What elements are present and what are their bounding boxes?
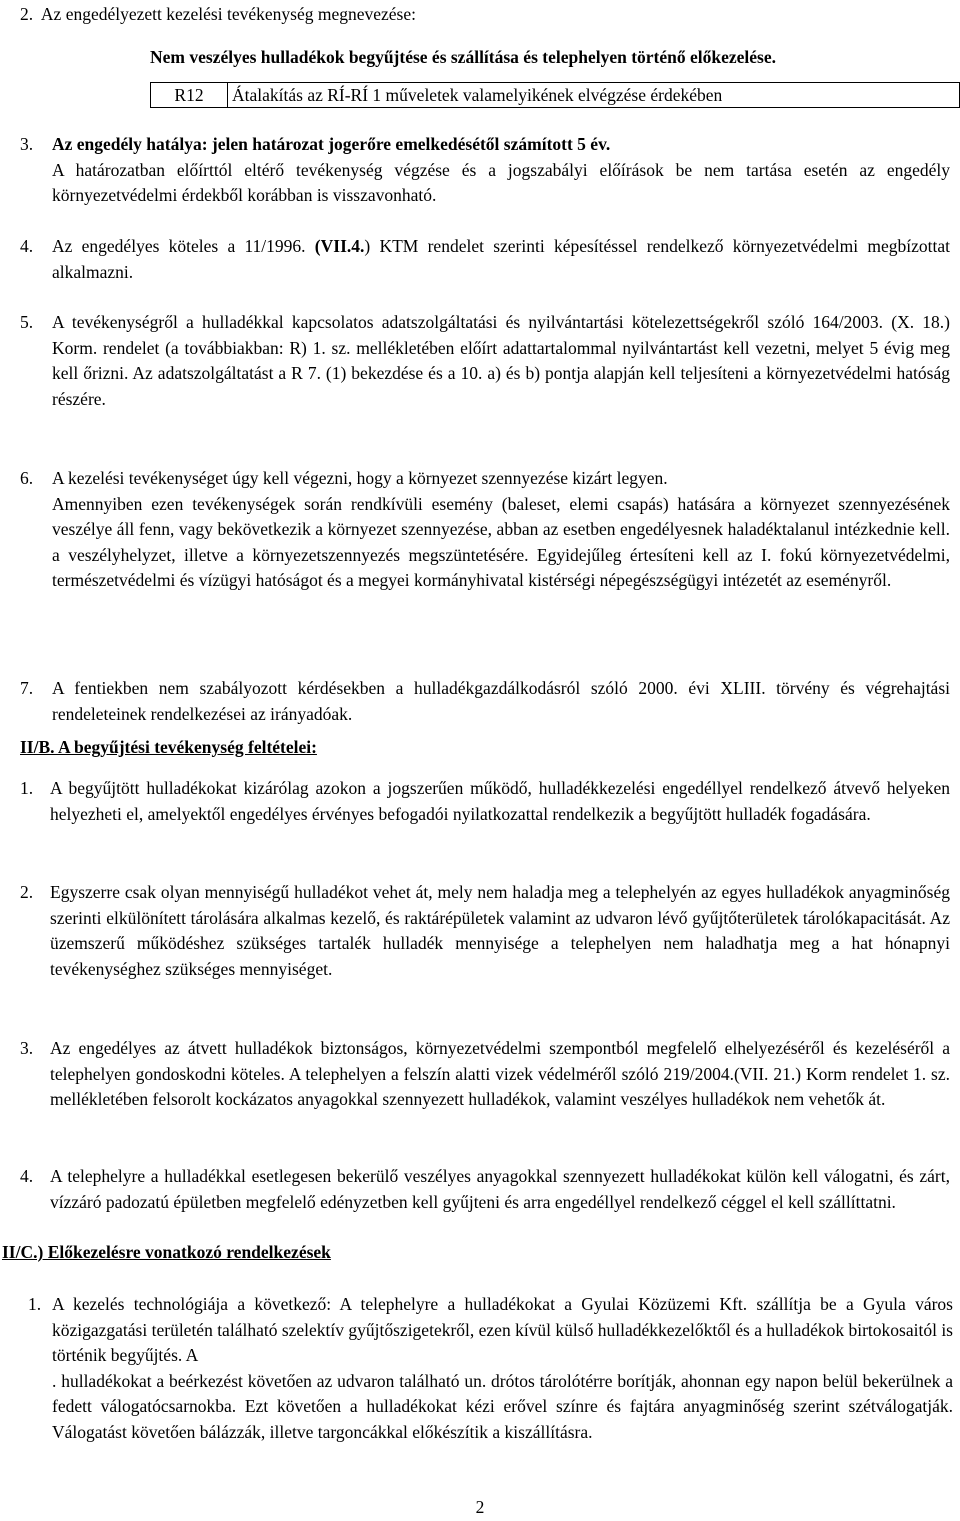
item-6-first-line: A kezelési tevékenységet úgy kell végezni, hogy a környezet szennyezése kizárt legyen.: [52, 468, 668, 488]
operation-description: Átalakítás az RÍ-RÍ 1 műveletek valamelyikének elvégzése érdekében: [228, 83, 960, 108]
section-b-item-2: [20, 880, 950, 982]
item-3-number: 3.: [20, 134, 34, 154]
section-b-item-1-number: 1.: [20, 778, 34, 798]
section-c-item-1-text-2: . hulladékokat a beérkezést követően az udvaron található un. drótos tárolótérre borítják, ahonnan egy napon belül bekerülnek a fedett válogatócsarnokba. Ezt követően a hulladékokat kézi erővel színre és fajtára anyagminőség szerint szétválogatják. Válogatást követően bálázzák, illetve targoncákkal előkészítik a kiszállításra.: [52, 1370, 953, 1442]
item-4-number: 4.: [20, 236, 34, 256]
operation-code: R12: [151, 83, 228, 108]
item-5-number: 5.: [20, 312, 34, 332]
section-c-title: II/C.) Előkezelésre vonatkozó rendelkezések: [2, 1242, 331, 1262]
section-c-item-1-number: 1.: [28, 1294, 42, 1314]
section-b-item-3-text: Az engedélyes az átvett hulladékok biztonságos, környezetvédelmi szempontból megfelelő elhelyezéséről és kezeléséről a telephelyen gondoskodni köteles. A telephelyen a felszín alatti vizek védelméről szóló 219/2004.(VII. 21.) Korm rendelet 1. sz. mellékletében felsorolt kockázatos anyagokkal szennyezett hulladékok, valamint veszélyes hulladékok nem vehetők át.: [50, 1038, 950, 1109]
section-b-item-2-text: Egyszerre csak olyan mennyiségű hulladékot vehet át, mely nem haladja meg a telephelyén az egyes hulladékok anyagminőség szerinti elkülönített tárolására alkalmas kezelő, és raktárépületek valamint az udvaron lévő gyűjtőterületek tárolókapacitását. Az üzemszerű működéshez szükséges tartalék hulladék mennyisége a telephelyen nem haladhatja meg a hat hónapnyi tevékenységhez szükséges mennyiséget.: [50, 882, 950, 979]
operation-code-table: [150, 82, 960, 108]
section-b-item-4: [20, 1164, 950, 1215]
item-4: [20, 234, 950, 285]
item-6-text: Amennyiben ezen tevékenységek során rendkívüli esemény (baleset, elemi csapás) hatására a környezet szennyezésének veszélye áll fenn, vagy bekövetkezik a környezet szennyezése, abban az esetben engedélyesnek haladéktalanul intézkednie kell. a veszélyhelyzet, illetve a környezetszennyezés megszüntetésére. Egyidejűleg értesíteni kell az I. fokú környezetvédelmi, természetvédelmi és vízügyi hatóságot és a megyei kormányhivatal kistérségi népegészségügyi intézetét az eseményről.: [52, 493, 950, 590]
section-b-title: II/B. A begyűjtési tevékenység feltételei:: [20, 737, 317, 757]
item-4-text-post: ) KTM rendelet szerinti képesítéssel rendelkező környezetvédelmi megbízottat alkalmazni.: [52, 236, 950, 282]
section-c-item-1: [28, 1292, 953, 1445]
section-b-item-4-number: 4.: [20, 1166, 34, 1186]
section-b-item-3: [20, 1036, 950, 1113]
section-c-item-1-text-1: A kezelés technológiája a következő: A telephelyre a hulladékokat a Gyulai Közüzemi Kft. szállítja be a Gyula város közigazgatási területén található szelektív gyűjtőszigetekről, ezen kívül külső hulladékkezelőktől és a hulladékok birtokosaitól is történik begyűjtés. A: [52, 1294, 953, 1365]
item-4-text-pre: Az engedélyes köteles a 11/1996.: [52, 236, 315, 256]
item-5: [20, 310, 950, 412]
section-b-item-1: [20, 776, 950, 827]
item-2-heading: 2. Az engedélyezett kezelési tevékenység megnevezése:: [20, 4, 416, 24]
item-7-text: A fentiekben nem szabályozott kérdésekben a hulladékgazdálkodásról szóló 2000. évi XLIII. törvény és végrehajtási rendeleteinek rendelkezései az irányadóak.: [52, 678, 950, 724]
section-b-item-3-number: 3.: [20, 1038, 34, 1058]
section-b-item-4-text: A telephelyre a hulladékkal esetlegesen bekerülő veszélyes anyagokkal szennyezett hulladékokat külön kell válogatni, és zárt, vízzáró padozatú épületben megfelelő edényzetben kell gyűjteni és arra engedéllyel rendelkező céggel el kell szállíttatni.: [50, 1166, 950, 1212]
item-6: [20, 466, 950, 594]
item-7-number: 7.: [20, 678, 34, 698]
page-number: 2: [475, 1497, 485, 1517]
revocation-text: A határozatban előírttól eltérő tevékenység végzése és a jogszabályi előírások be nem tartása esetén az engedély környezetvédelmi érdekből korábban is visszavonható.: [52, 159, 950, 205]
item-6-number: 6.: [20, 468, 34, 488]
section-b-item-1-text: A begyűjtött hulladékokat kizárólag azokon a jogszerűen működő, hulladékkezelési engedéllyel rendelkező átvevő helyeken helyezheti el, amelyektől engedélyes érvényes befogadói nyilatkozattal rendelkezik a begyűjtött hulladék fogadására.: [50, 778, 950, 824]
item-3: [20, 132, 950, 209]
item-4-text-bold: (VII.4.: [314, 236, 365, 256]
item-7: [20, 676, 950, 727]
section-b-item-2-number: 2.: [20, 882, 34, 902]
item-5-text: A tevékenységről a hulladékkal kapcsolatos adatszolgáltatási és nyilvántartási kötelezettségekről szóló 164/2003. (X. 18.) Korm. rendelet (a továbbiakban: R) 1. sz. mellékletében előírt adattartalommal nyilvántartást kell vezetni, melyet 5 évig meg kell őrizni. Az adatszolgáltatást a R 7. (1) bekezdése és a 10. a) és b) pontja alapján kell teljesíteni a környezetvédelmi hatóság részére.: [52, 312, 950, 409]
validity-statement: Az engedély hatálya: jelen határozat jogerőre emelkedésétől számított 5 év.: [52, 134, 611, 154]
activity-name: Nem veszélyes hulladékok begyűjtése és szállítása és telephelyen történő előkezelése.: [150, 47, 776, 67]
